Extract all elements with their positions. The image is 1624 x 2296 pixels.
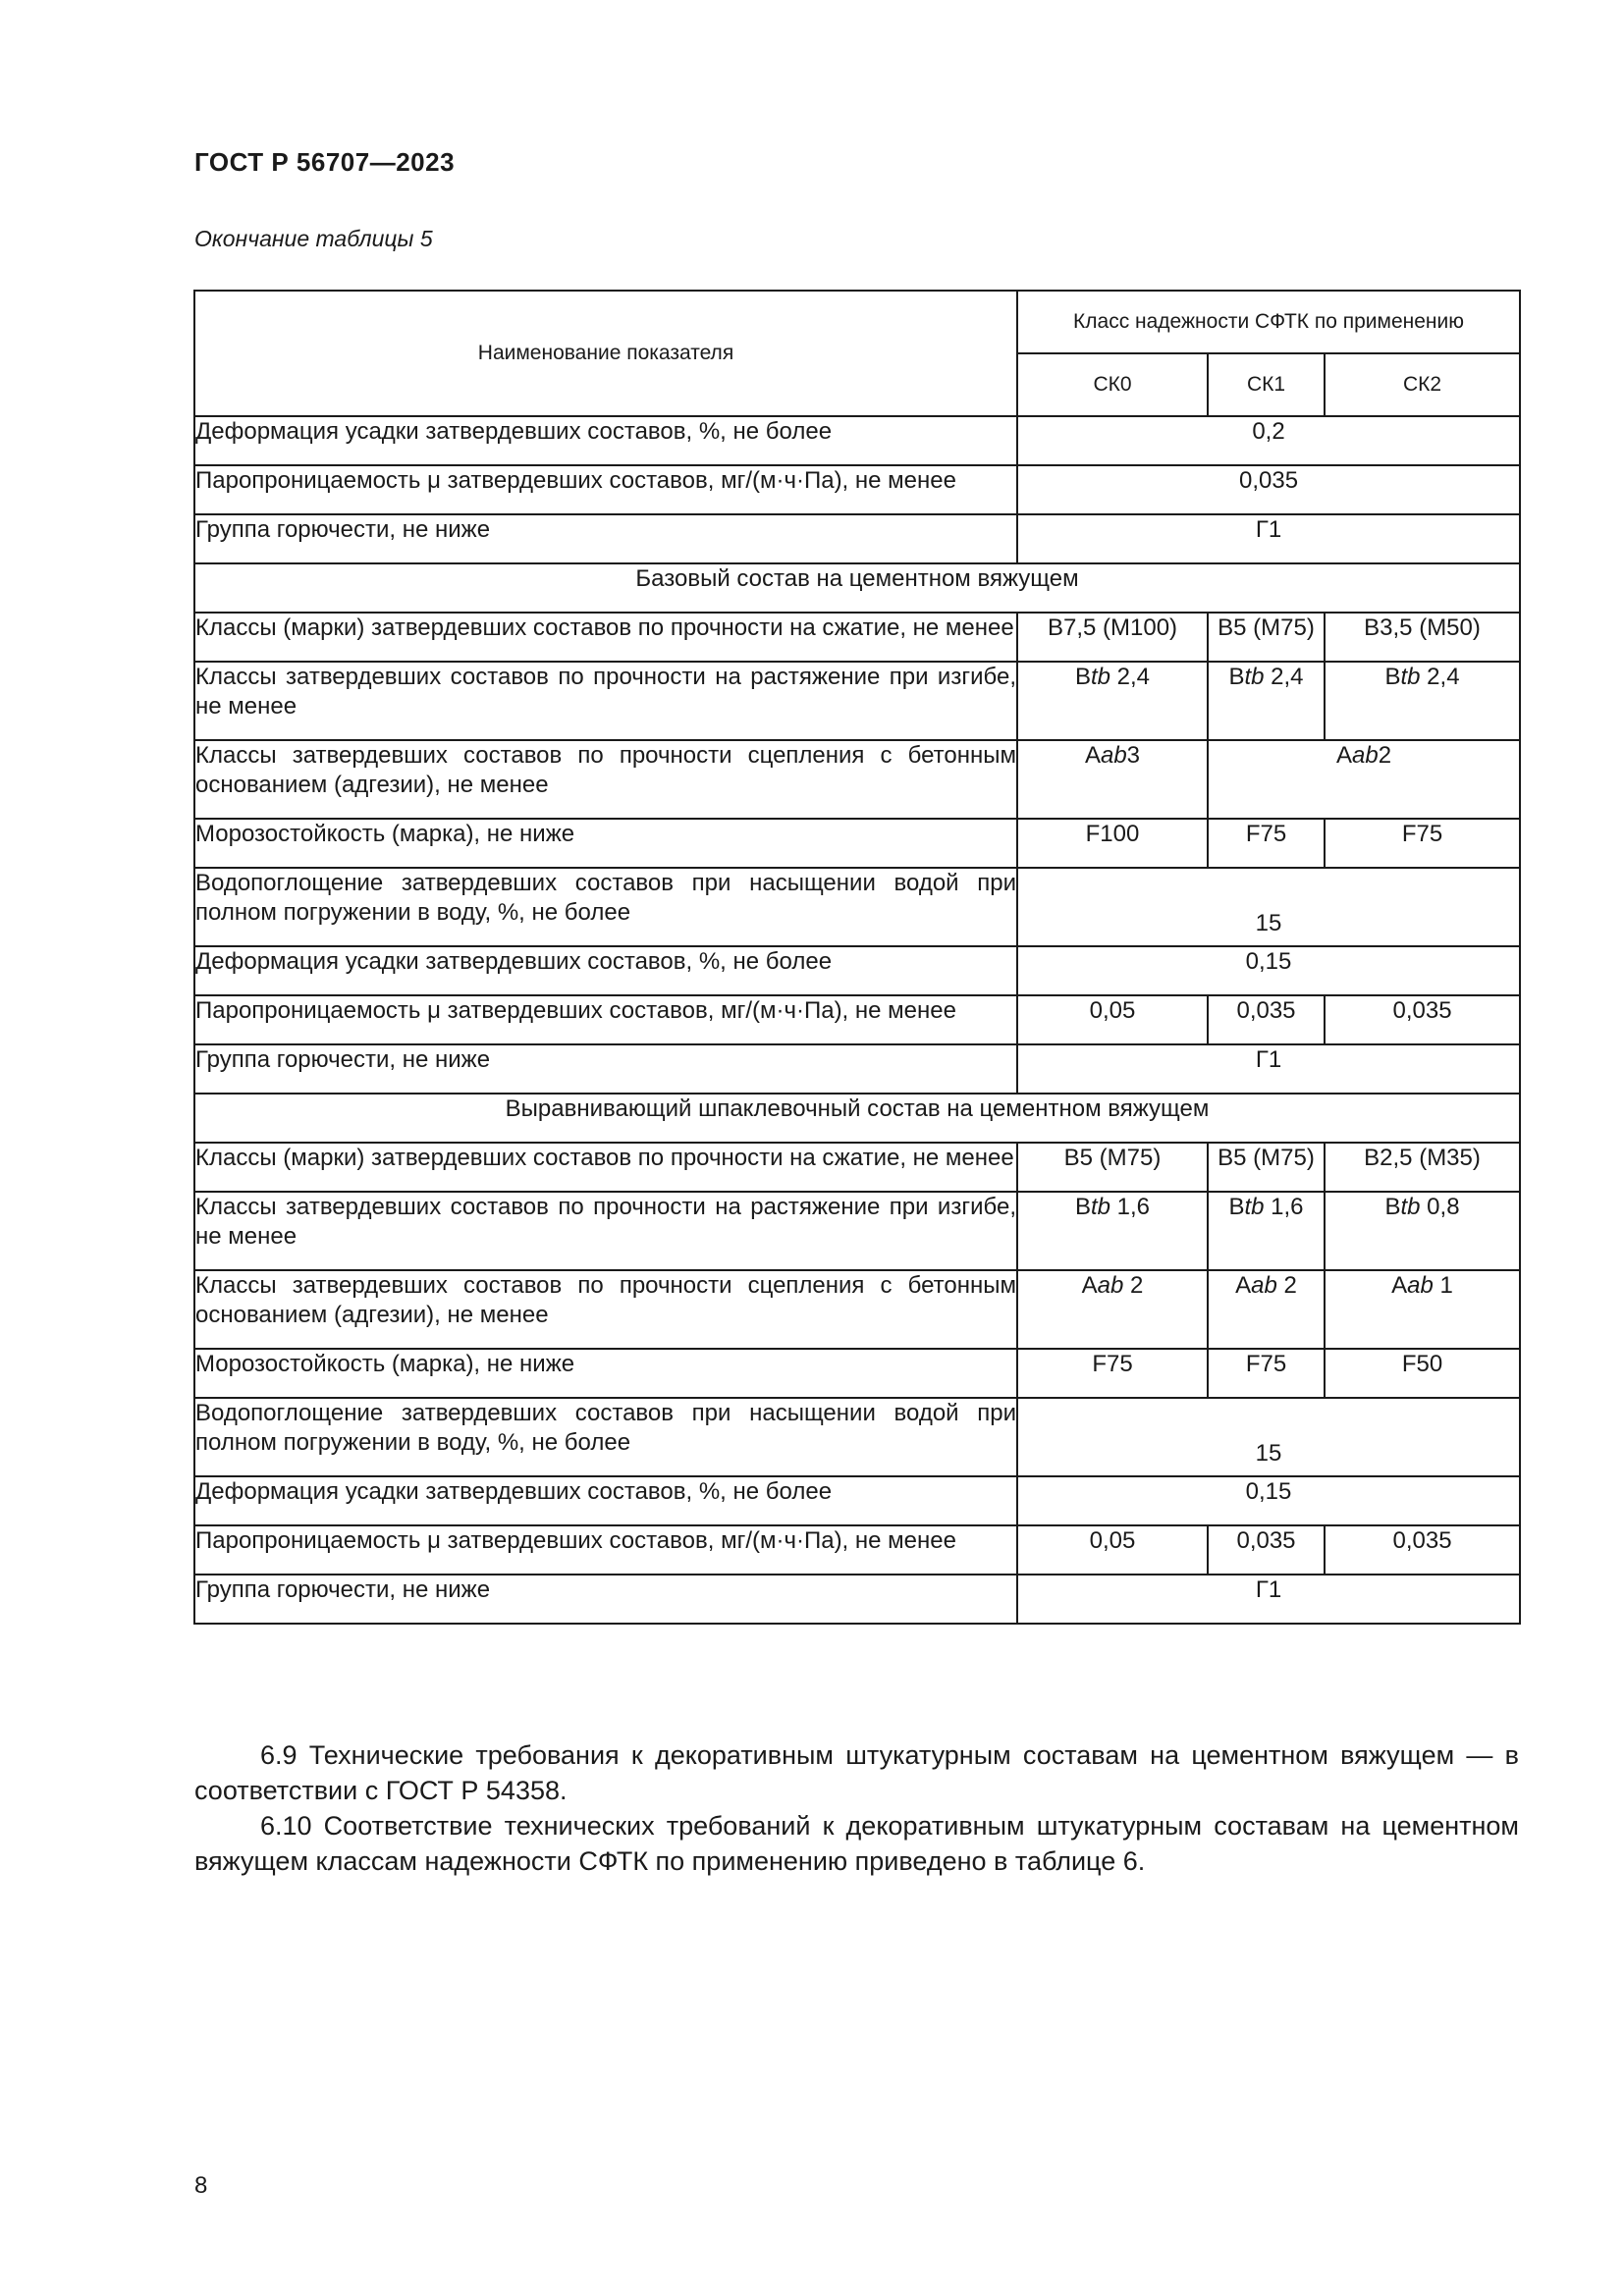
table-caption: Окончание таблицы 5 <box>194 226 433 251</box>
value-cell <box>1208 1192 1325 1270</box>
table-row <box>194 1398 1520 1476</box>
class-value-part: 3 <box>1126 742 1141 769</box>
table-row <box>194 465 1520 514</box>
table-row <box>194 868 1520 946</box>
table-body <box>194 416 1520 1624</box>
class-value-part: В <box>1074 1194 1091 1220</box>
value-cell: F75 <box>1017 1349 1208 1398</box>
class-value-part: А <box>1391 1272 1408 1299</box>
table-row <box>194 613 1520 662</box>
value-cell: 0,035 <box>1208 995 1325 1044</box>
indicator-name: Паропроницаемость μ затвердевших составов, мг/(м·ч·Па), не менее <box>194 465 1017 514</box>
indicator-name: Деформация усадки затвердевших составов, %, не более <box>194 416 1017 465</box>
class-value-part: В <box>1074 664 1091 690</box>
value-cell <box>1208 662 1325 740</box>
table-row <box>194 1525 1520 1575</box>
value-cell <box>1017 662 1208 740</box>
class-value-part: В <box>1384 664 1401 690</box>
indicator-name: Классы затвердевших составов по прочности сцепления с бетонным основанием (адгезии), не менее <box>194 1270 1017 1349</box>
class-value-part: 2,4 <box>1110 664 1151 690</box>
indicator-name: Классы (марки) затвердевших составов по прочности на сжатие, не менее <box>194 1143 1017 1192</box>
indicator-name: Группа горючести, не ниже <box>194 1044 1017 1094</box>
class-subscript: ab <box>1100 742 1127 769</box>
value-cell-merged: 0,035 <box>1017 465 1520 514</box>
indicator-name: Морозостойкость (марка), не ниже <box>194 819 1017 868</box>
table-row <box>194 819 1520 868</box>
class-header: СК2 <box>1325 353 1520 416</box>
value-cell-merged: 0,15 <box>1017 946 1520 995</box>
indicator-name: Паропроницаемость μ затвердевших составов, мг/(м·ч·Па), не менее <box>194 1525 1017 1575</box>
value-cell-merged: Г1 <box>1017 1575 1520 1624</box>
value-cell: F75 <box>1208 819 1325 868</box>
value-cell: В3,5 (М50) <box>1325 613 1520 662</box>
table-row <box>194 1349 1520 1398</box>
value-cell-merged: 0,2 <box>1017 416 1520 465</box>
indicator-name: Группа горючести, не ниже <box>194 514 1017 563</box>
value-cell: F75 <box>1208 1349 1325 1398</box>
indicator-name: Паропроницаемость μ затвердевших составов, мг/(м·ч·Па), не менее <box>194 995 1017 1044</box>
indicator-name: Водопоглощение затвердевших составов при насыщении водой при полном погружении в воду, %, не более <box>194 868 1017 946</box>
page-number: 8 <box>194 2172 208 2199</box>
class-subscript: ab <box>1097 1272 1124 1299</box>
class-value-part: А <box>1335 742 1352 769</box>
value-cell: В2,5 (М35) <box>1325 1143 1520 1192</box>
class-value-part: А <box>1084 742 1101 769</box>
value-cell-merged: 0,15 <box>1017 1476 1520 1525</box>
value-cell <box>1208 1270 1325 1349</box>
indicator-name: Морозостойкость (марка), не ниже <box>194 1349 1017 1398</box>
table-row <box>194 514 1520 563</box>
value-cell: 0,05 <box>1017 1525 1208 1575</box>
section-title: Базовый состав на цементном вяжущем <box>194 563 1520 613</box>
class-subscript: ab <box>1351 742 1379 769</box>
document-header: ГОСТ Р 56707—2023 <box>194 147 456 177</box>
class-subscript: tb <box>1244 664 1265 690</box>
class-subscript: tb <box>1244 1194 1265 1220</box>
class-subscript: ab <box>1251 1272 1277 1299</box>
indicator-name: Группа горючести, не ниже <box>194 1575 1017 1624</box>
indicator-name: Водопоглощение затвердевших составов при насыщении водой при полном погружении в воду, %, не более <box>194 1398 1017 1476</box>
indicator-name: Деформация усадки затвердевших составов, %, не более <box>194 946 1017 995</box>
value-cell <box>1017 1270 1208 1349</box>
class-value-part: А <box>1081 1272 1098 1299</box>
value-cell: F75 <box>1325 819 1520 868</box>
value-cell: F100 <box>1017 819 1208 868</box>
value-cell: В5 (М75) <box>1017 1143 1208 1192</box>
table-row <box>194 662 1520 740</box>
class-value-part: 1 <box>1433 1272 1453 1299</box>
table-row <box>194 740 1520 819</box>
table-row <box>194 1476 1520 1525</box>
class-value-part: 2,4 <box>1264 664 1304 690</box>
class-header: СК1 <box>1208 353 1325 416</box>
value-cell: В7,5 (М100) <box>1017 613 1208 662</box>
table-row <box>194 1143 1520 1192</box>
value-cell: 0,05 <box>1017 995 1208 1044</box>
class-subscript: ab <box>1407 1272 1434 1299</box>
class-subscript: tb <box>1400 664 1421 690</box>
class-value-part: 1,6 <box>1110 1194 1151 1220</box>
value-cell-merged: 15 <box>1017 868 1520 946</box>
col-name-header: Наименование показателя <box>194 291 1017 416</box>
class-value-part: 2,4 <box>1420 664 1460 690</box>
value-cell <box>1325 1192 1520 1270</box>
table-row <box>194 416 1520 465</box>
value-cell: 0,035 <box>1325 995 1520 1044</box>
table-row <box>194 1270 1520 1349</box>
paragraph-6-9 <box>194 1737 1519 1808</box>
table-row <box>194 1575 1520 1624</box>
value-cell: F50 <box>1325 1349 1520 1398</box>
class-value-part: 2 <box>1276 1272 1297 1299</box>
paragraph-text: 6.9 Технические требования к декоративным штукатурным составам на цементном вяжущем — в соответствии с ГОСТ Р 54358. <box>194 1740 1519 1805</box>
section-row <box>194 1094 1520 1143</box>
value-cell-merged: 15 <box>1017 1398 1520 1476</box>
value-cell: В5 (М75) <box>1208 613 1325 662</box>
paragraph-text: 6.10 Соответствие технических требований к декоративным штукатурным составам на цементном вяжущем классам надежности СФТК по применению приведено в таблице 6. <box>194 1811 1519 1876</box>
class-value-part: 1,6 <box>1264 1194 1304 1220</box>
class-value-part: А <box>1235 1272 1252 1299</box>
table-row <box>194 995 1520 1044</box>
value-cell: 0,035 <box>1208 1525 1325 1575</box>
section-title: Выравнивающий шпаклевочный состав на цементном вяжущем <box>194 1094 1520 1143</box>
class-value-part: В <box>1228 664 1245 690</box>
class-value-part: В <box>1228 1194 1245 1220</box>
col-group-header: Класс надежности СФТК по применению <box>1017 291 1520 353</box>
table-row <box>194 1192 1520 1270</box>
value-cell <box>1325 662 1520 740</box>
spec-table <box>193 290 1521 1625</box>
class-value-part: В <box>1384 1194 1401 1220</box>
value-cell <box>1325 1270 1520 1349</box>
indicator-name: Классы затвердевших составов по прочности сцепления с бетонным основанием (адгезии), не менее <box>194 740 1017 819</box>
value-cell-merged: Г1 <box>1017 1044 1520 1094</box>
indicator-name: Классы затвердевших составов по прочности на растяжение при изгибе, не менее <box>194 1192 1017 1270</box>
value-cell <box>1017 1192 1208 1270</box>
indicator-name: Классы затвердевших составов по прочности на растяжение при изгибе, не менее <box>194 662 1017 740</box>
paragraph-6-10 <box>194 1808 1519 1879</box>
indicator-name: Классы (марки) затвердевших составов по прочности на сжатие, не менее <box>194 613 1017 662</box>
value-cell <box>1017 740 1208 819</box>
class-subscript: tb <box>1090 1194 1110 1220</box>
class-value-part: 2 <box>1378 742 1392 769</box>
class-value-part: 2 <box>1123 1272 1144 1299</box>
value-cell: В5 (М75) <box>1208 1143 1325 1192</box>
class-subscript: tb <box>1400 1194 1421 1220</box>
value-cell-merged: Г1 <box>1017 514 1520 563</box>
table-row <box>194 1044 1520 1094</box>
section-row <box>194 563 1520 613</box>
indicator-name: Деформация усадки затвердевших составов, %, не более <box>194 1476 1017 1525</box>
class-header: СК0 <box>1017 353 1208 416</box>
class-subscript: tb <box>1090 664 1110 690</box>
value-cell: 0,035 <box>1325 1525 1520 1575</box>
class-value-part: 0,8 <box>1420 1194 1460 1220</box>
value-cell-merged <box>1208 740 1520 819</box>
table-row <box>194 946 1520 995</box>
